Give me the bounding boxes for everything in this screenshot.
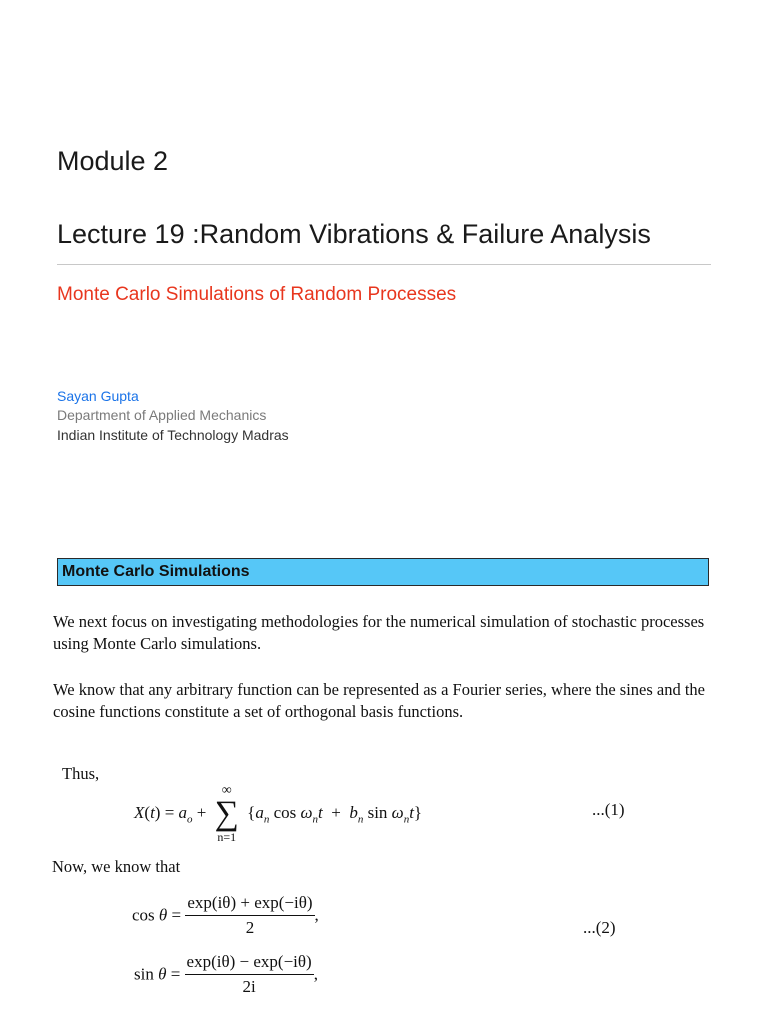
equation-cos: cos θ = $\frac{\exp(i\theta) + \exp(-i\theta)}{2}$ , <box>132 893 319 937</box>
section-header <box>57 558 709 586</box>
cos-numerator: exp(iθ) + exp(−iθ) <box>187 893 313 912</box>
summation-symbol: ∞ ∑ n=1 <box>214 783 239 844</box>
sum-lower-limit: n=1 <box>217 830 237 844</box>
sin-numerator: exp(iθ) − exp(−iθ) <box>186 952 312 971</box>
lecture-title: Lecture 19 :Random Vibrations & Failure Analysis <box>57 219 651 249</box>
author-institute: Indian Institute of Technology Madras <box>57 427 289 443</box>
title-divider <box>57 264 711 265</box>
now-label: Now, we know that <box>52 857 181 876</box>
module-title: Module 2 <box>57 146 169 176</box>
sin-denominator: 2i <box>185 974 314 997</box>
author-name[interactable]: Sayan Gupta <box>57 388 139 404</box>
lecture-subtitle: Monte Carlo Simulations of Random Processes <box>57 284 457 305</box>
cos-denominator: 2 <box>185 915 314 938</box>
thus-label: Thus, <box>62 764 100 783</box>
sum-upper-limit: ∞ <box>221 783 232 798</box>
equation-sin: sin θ = $\frac{\exp(i\theta) - \exp(-i\theta)}{2i}$ , <box>134 952 318 996</box>
equation-2-number: ...(2) <box>583 918 616 937</box>
author-department: Department of Applied Mechanics <box>57 407 267 423</box>
paragraph-fourier: We know that any arbitrary function can be represented as a Fourier series, where the sines and the cosine functions constitute a set of orthogonal basis functions. <box>53 680 706 721</box>
paragraph-intro: We next focus on investigating methodologies for the numerical simulation of stochastic processes using Monte Carlo simulations. <box>53 612 705 653</box>
equation-1: $X(t) = a_o$ + ∞ ∑ n=1 {$a_n$ $\cos \omega_nt + b_n$ $\sin \omega_nt$} <box>134 783 423 844</box>
equation-1-number: ...(1) <box>592 800 625 819</box>
section-title: Monte Carlo Simulations <box>62 563 250 580</box>
